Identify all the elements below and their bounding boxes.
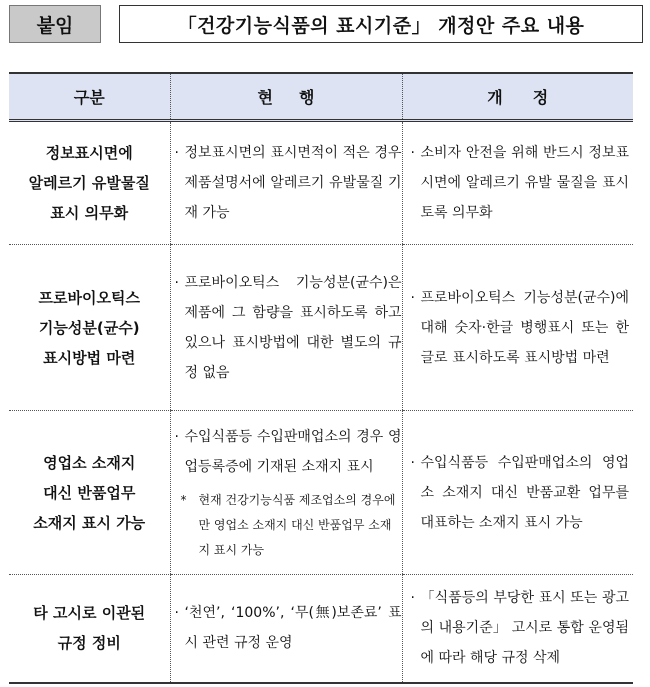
row-revised xyxy=(402,121,633,245)
table-row xyxy=(9,411,633,575)
table-row xyxy=(9,575,633,683)
row-category xyxy=(9,121,170,245)
revised-text: · 수입식품등 수입판매업소의 영업소 소재지 대신 반품교환 업무를 대표하는 소재지 표시 가능 xyxy=(411,448,630,538)
row-current xyxy=(170,121,402,245)
table-header-row xyxy=(9,73,633,121)
category-line: 표시방법 마련 xyxy=(43,348,136,367)
category-line: 정보표시면에 xyxy=(45,144,133,162)
row-current xyxy=(170,575,402,683)
current-text: · 정보표시면의 표시면적이 적은 경우 제품설명서에 알레르기 유발물질 기재 가능 xyxy=(175,138,402,228)
table-row xyxy=(9,121,633,245)
current-text: · 수입식품등 수입판매업소의 경우 영업등록증에 기재된 소재지 표시 xyxy=(175,422,402,482)
row-category xyxy=(9,575,170,683)
category-line: 대신 반품업무 xyxy=(43,483,136,502)
row-current xyxy=(170,411,402,575)
row-category xyxy=(9,411,170,575)
category-line: 기능성분(균수) xyxy=(38,318,140,337)
category-line: 규정 정비 xyxy=(57,634,121,653)
category-line: 프로바이오틱스 xyxy=(38,288,140,307)
category-line: 알레르기 유발물질 xyxy=(28,174,150,192)
row-revised xyxy=(402,411,633,575)
row-current xyxy=(170,245,402,411)
document-title: 「건강기능식품의 표시기준」 개정안 주요 내용 xyxy=(119,5,643,43)
current-note: * 현재 건강기능식품 제조업소의 경우에만 영업소 소재지 대신 반품업무 소재지 표시 가능 xyxy=(175,488,402,563)
current-text: · 프로바이오틱스 기능성분(균수)은 제품에 그 함량을 표시하도록 하고 있으나 표시방법에 대한 별도의 규정 없음 xyxy=(175,268,402,388)
category-line: 타 고시로 이관된 xyxy=(33,604,146,623)
revision-table xyxy=(9,72,633,684)
category-line: 소재지 표시 가능 xyxy=(33,513,146,532)
category-line: 표시 의무화 xyxy=(50,204,129,222)
revised-text: · 「식품등의 부당한 표시 또는 광고의 내용기준」 고시로 통합 운영됨에 따라 해당 규정 삭제 xyxy=(411,583,630,673)
category-line: 영업소 소재지 xyxy=(43,453,136,472)
current-text: · ‘천연’, ‘100%’, ‘무(無)보존료’ 표시 관련 규정 운영 xyxy=(175,598,402,658)
row-revised xyxy=(402,575,633,683)
appendix-tag: 붙임 xyxy=(9,5,101,43)
row-revised xyxy=(402,245,633,411)
header-revised: 개정 xyxy=(402,73,633,121)
table-row xyxy=(9,245,633,411)
header-category: 구분 xyxy=(9,73,170,121)
revised-text: · 소비자 안전을 위해 반드시 정보표시면에 알레르기 유발 물질을 표시토록 의무화 xyxy=(411,138,630,228)
header-current: 현행 xyxy=(170,73,402,121)
row-category xyxy=(9,245,170,411)
revised-text: · 프로바이오틱스 기능성분(균수)에 대해 숫자·한글 병행표시 또는 한글로 표시하도록 표시방법 마련 xyxy=(411,283,630,373)
